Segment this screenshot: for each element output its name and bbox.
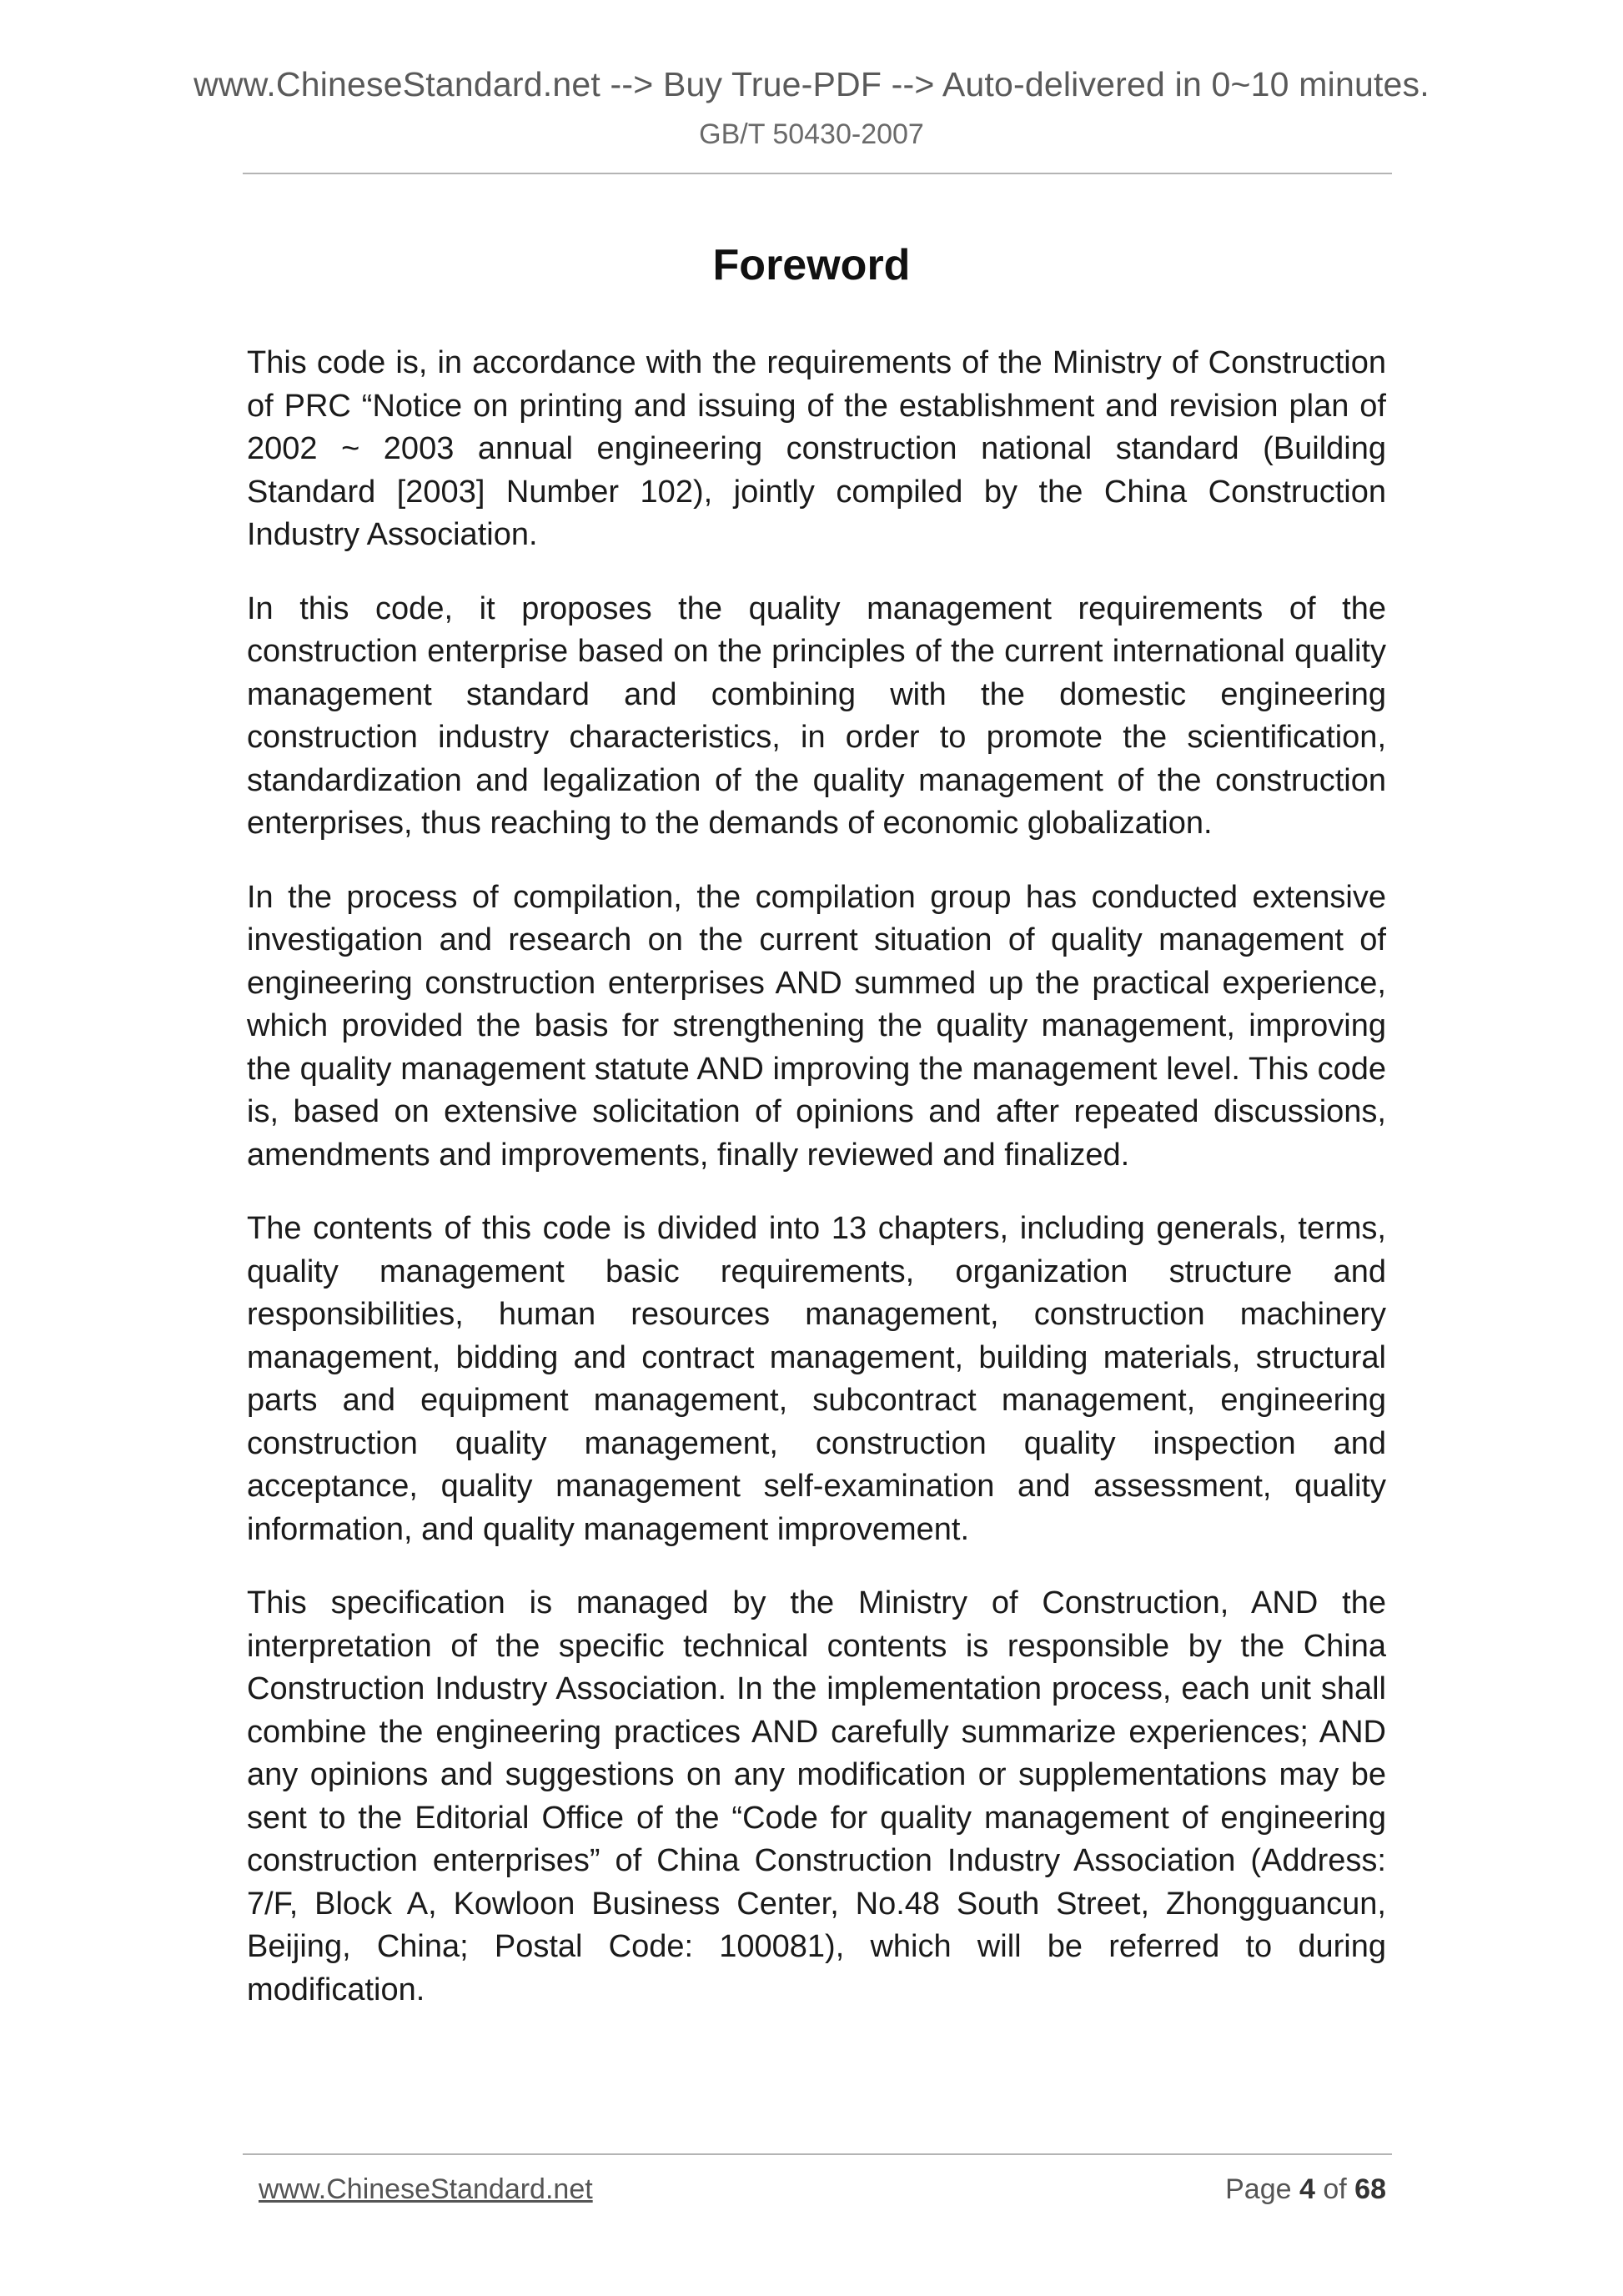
paragraph-5: This specification is managed by the Ministry of Construction, AND the interpretation of the specific technical contents is responsible by the China Construction Industry Association. In the implementation process, each unit shall combine the engineering practices AND carefully summarize experiences; AND any opinions and suggestions on any modification or supplementations may be sent to the Editorial Office of the “Code for quality management of engineering construction enterprises” of China Construction Industry Association (Address: 7/F, Block A, Kowloon Business Center, No.48 South Street, Zhongguancun, Beijing, China; Postal Code: 100081), which will be referred to during modification. [247, 1585, 1386, 2007]
page-prefix: Page [1225, 2173, 1292, 2205]
header-banner: www.ChineseStandard.net --> Buy True-PDF --> Auto-delivered in 0~10 minutes. [193, 65, 1430, 103]
paragraph-4: The contents of this code is divided into 13 chapters, including generals, terms, quality management basic requirements, organization structure and responsibilities, human resources management, construction machinery management, bidding and contract management, building materials, structural parts and equipment management, subcontract management, engineering construction quality management, construction quality inspection and acceptance, quality management self-examination and assessment, quality information, and quality management improvement. [247, 1211, 1386, 1547]
total-page-count: 68 [1354, 2173, 1386, 2205]
footer-divider [243, 2153, 1392, 2155]
standard-code: GB/T 50430-2007 [699, 118, 924, 150]
page-indicator [1225, 2173, 1386, 2206]
foreword-body [247, 342, 1386, 2042]
current-page-number: 4 [1299, 2173, 1315, 2205]
paragraph-3: In the process of compilation, the compilation group has conducted extensive investigation and research on the current situation of quality management of engineering construction enterprises AND summed up the practical experience, which provided the basis for strengthening the quality management, improving the quality management statute AND improving the management level. This code is, based on extensive solicitation of opinions and after repeated discussions, amendments and improvements, finally reviewed and finalized. [247, 879, 1386, 1173]
footer-website-link[interactable]: www.ChineseStandard.net [259, 2173, 593, 2205]
page-of-label: of [1323, 2173, 1347, 2205]
paragraph-1: This code is, in accordance with the requirements of the Ministry of Construction of PRC “Notice on printing and issuing of the establishment and revision plan of 2002 ~ 2003 annual engineering construction national standard (Building Standard [2003] Number 102), jointly compiled by the China Construction Industry Association. [247, 345, 1386, 552]
page-title: Foreword [712, 241, 911, 289]
paragraph-2: In this code, it proposes the quality management requirements of the construction enterprise based on the principles of the current international quality management standard and combining with the domestic engineering construction industry characteristics, in order to promote the scientification, standardization and legalization of the quality management of the construction enterprises, thus reaching to the demands of economic globalization. [247, 590, 1386, 841]
header-divider [243, 173, 1392, 174]
